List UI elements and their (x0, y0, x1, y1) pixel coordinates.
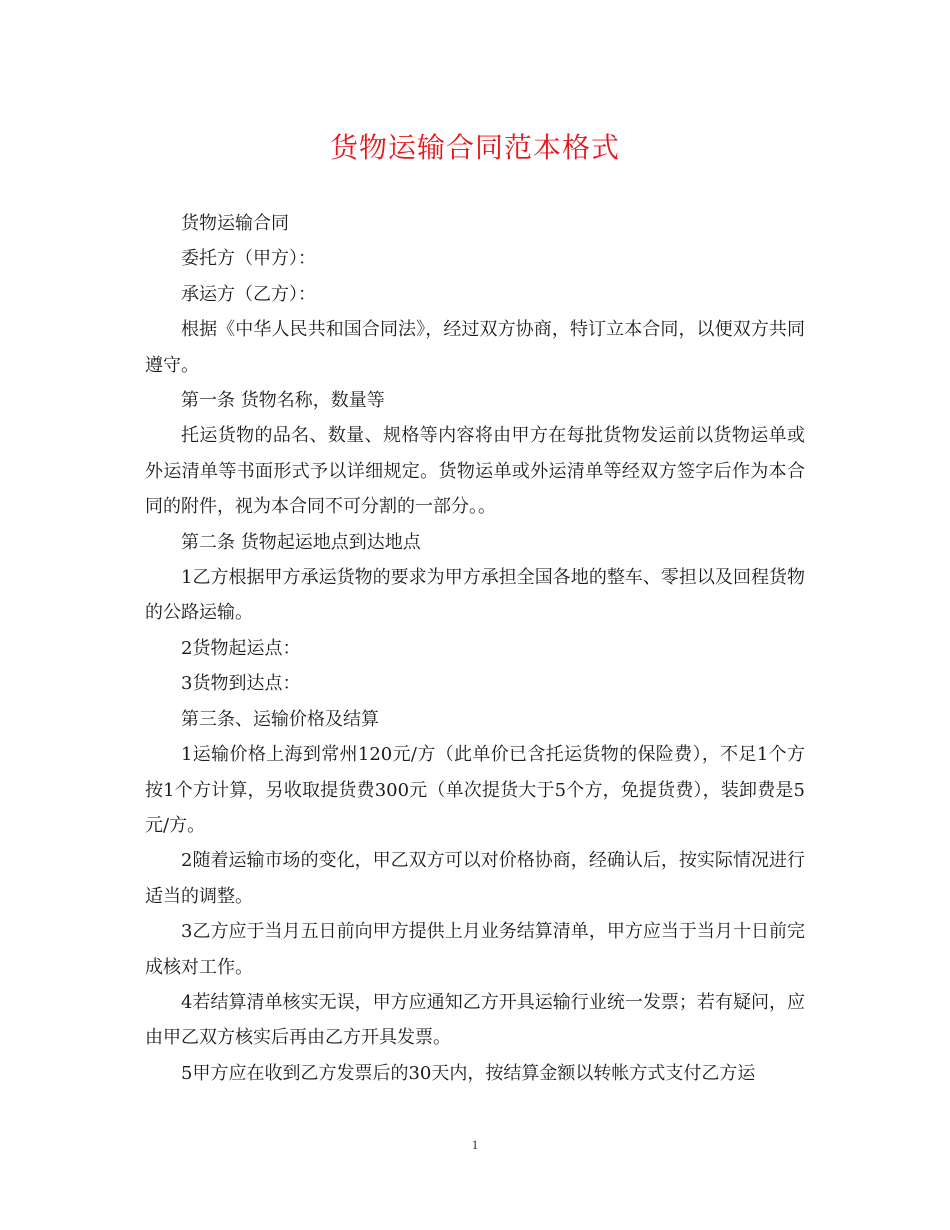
article-3-item-1: 1运输价格上海到常州120元/方（此单价已含托运货物的保险费），不足1个方按1个方计算，另收取提货费300元（单次提货大于5个方，免提货费），装卸费是5元/方。 (145, 744, 805, 836)
paragraph-party-a: 委托方（甲方）： (181, 248, 316, 270)
paragraph-contract-name: 货物运输合同 (181, 213, 289, 234)
article-3-item-4: 4若结算清单核实无误，甲方应通知乙方开具运输行业统一发票；若有疑问，应由甲乙双方核实后再由乙方开具发票。 (145, 991, 805, 1049)
article-3-heading: 第三条、运输价格及结算 (181, 708, 379, 730)
article-1-text: 托运货物的品名、数量、规格等内容将由甲方在每批货物发运前以货物运单或外运清单等书面形式予以详细规定。货物运单或外运清单等经双方签字后作为本合同的附件，视为本合同不可分割的一部分。。 (145, 425, 805, 518)
article-2-item-1: 1乙方根据甲方承运货物的要求为甲方承担全国各地的整车、零担以及回程货物的公路运输。 (145, 567, 805, 624)
article-2-heading: 第二条 货物起运地点到达地点 (181, 531, 421, 553)
article-2-item-3: 3货物到达点： (181, 673, 301, 695)
article-1-heading: 第一条 货物名称，数量等 (181, 390, 385, 412)
paragraph-party-b: 承运方（乙方）： (181, 283, 316, 305)
document-title: 货物运输合同范本格式 (329, 131, 620, 164)
paragraph-preamble: 根据《中华人民共和国合同法》，经过双方协商，特订立本合同，以便双方共同遵守。 (145, 319, 805, 376)
article-3-item-5: 5甲方应在收到乙方发票后的30天内，按结算金额以转帐方式支付乙方运 (181, 1062, 756, 1084)
article-2-item-2: 2货物起运点： (181, 637, 301, 659)
document-body (145, 206, 805, 1091)
page-number: 1 (471, 1137, 479, 1152)
article-3-item-3: 3乙方应于当月五日前向甲方提供上月业务结算清单，甲方应当于当月十日前完成核对工作。 (145, 921, 805, 978)
article-3-item-2: 2随着运输市场的变化，甲乙双方可以对价格协商，经确认后，按实际情况进行适当的调整。 (145, 850, 805, 907)
